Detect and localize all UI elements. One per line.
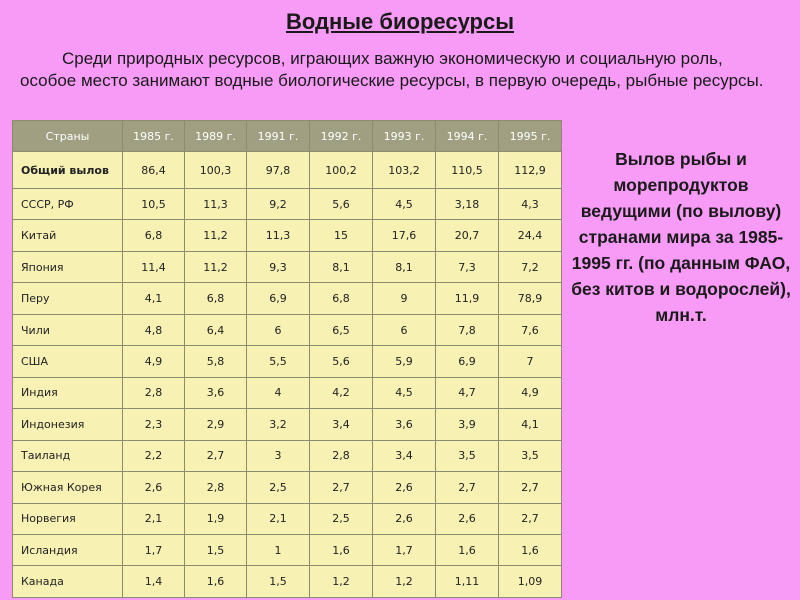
value-cell: 2,2 (123, 440, 185, 471)
value-cell: 2,6 (436, 503, 499, 534)
country-cell: Перу (13, 283, 123, 314)
value-cell: 6,8 (185, 283, 247, 314)
table-row (13, 283, 562, 314)
table-row (13, 503, 562, 534)
country-cell: Индия (13, 377, 123, 408)
value-cell: 2,5 (247, 472, 310, 503)
value-cell: 5,5 (247, 346, 310, 377)
value-cell: 4,9 (499, 377, 562, 408)
column-header-country: Страны (13, 121, 123, 152)
table-body (13, 152, 562, 598)
value-cell: 4,2 (310, 377, 373, 408)
value-cell: 97,8 (247, 152, 310, 189)
value-cell: 3,4 (310, 409, 373, 440)
country-cell: США (13, 346, 123, 377)
value-cell: 4 (247, 377, 310, 408)
value-cell: 3,4 (373, 440, 436, 471)
value-cell: 11,9 (436, 283, 499, 314)
value-cell: 6,4 (185, 314, 247, 345)
value-cell: 4,3 (499, 189, 562, 220)
value-cell: 9,2 (247, 189, 310, 220)
value-cell: 5,6 (310, 346, 373, 377)
table-row-total (13, 152, 562, 189)
table-row (13, 566, 562, 598)
column-header-year: 1994 г. (436, 121, 499, 152)
intro-paragraph: Среди природных ресурсов, играющих важную экономическую и социальную роль, особое место занимают водные биологические ресурсы, в первую очередь, рыбные ресурсы. (20, 49, 764, 90)
country-cell: Канада (13, 566, 123, 598)
value-cell: 2,1 (123, 503, 185, 534)
value-cell: 2,7 (185, 440, 247, 471)
value-cell: 7,8 (436, 314, 499, 345)
value-cell: 6,9 (247, 283, 310, 314)
value-cell: 9,3 (247, 251, 310, 282)
country-cell: Чили (13, 314, 123, 345)
country-cell: Китай (13, 220, 123, 251)
value-cell: 7,6 (499, 314, 562, 345)
column-header-year: 1989 г. (185, 121, 247, 152)
value-cell: 2,6 (373, 472, 436, 503)
column-header-year: 1995 г. (499, 121, 562, 152)
value-cell: 2,7 (499, 503, 562, 534)
value-cell: 1,11 (436, 566, 499, 598)
value-cell: 4,9 (123, 346, 185, 377)
value-cell: 3,6 (185, 377, 247, 408)
value-cell: 1,6 (185, 566, 247, 598)
table-row (13, 440, 562, 471)
value-cell: 2,8 (185, 472, 247, 503)
value-cell: 2,6 (373, 503, 436, 534)
value-cell: 3,5 (499, 440, 562, 471)
value-cell: 1,4 (123, 566, 185, 598)
table-row (13, 346, 562, 377)
value-cell: 3,9 (436, 409, 499, 440)
column-header-year: 1993 г. (373, 121, 436, 152)
value-cell: 7,2 (499, 251, 562, 282)
value-cell: 11,2 (185, 220, 247, 251)
country-cell: Норвегия (13, 503, 123, 534)
value-cell: 1,6 (310, 534, 373, 565)
country-cell: Япония (13, 251, 123, 282)
table-row (13, 220, 562, 251)
page-title: Водные биоресурсы (285, 9, 514, 34)
fish-catch-table-container (12, 120, 561, 598)
value-cell: 1,2 (310, 566, 373, 598)
value-cell: 6,9 (436, 346, 499, 377)
value-cell: 7 (499, 346, 562, 377)
value-cell: 6 (373, 314, 436, 345)
value-cell: 86,4 (123, 152, 185, 189)
value-cell: 1,5 (185, 534, 247, 565)
table-row (13, 409, 562, 440)
table-caption: Вылов рыбы и морепродуктов ведущими (по вылову) странами мира за 1985-1995 гг. (по данным ФАО, без китов и водорослей), млн.т. (571, 149, 791, 325)
country-cell: Исландия (13, 534, 123, 565)
value-cell: 1 (247, 534, 310, 565)
country-cell: Южная Корея (13, 472, 123, 503)
table-row (13, 534, 562, 565)
value-cell: 2,7 (499, 472, 562, 503)
table-row (13, 251, 562, 282)
value-cell: 5,6 (310, 189, 373, 220)
value-cell: 4,8 (123, 314, 185, 345)
value-cell: 15 (310, 220, 373, 251)
value-cell: 1,7 (373, 534, 436, 565)
value-cell: 100,3 (185, 152, 247, 189)
value-cell: 103,2 (373, 152, 436, 189)
value-cell: 8,1 (310, 251, 373, 282)
value-cell: 7,3 (436, 251, 499, 282)
value-cell: 78,9 (499, 283, 562, 314)
value-cell: 6,8 (123, 220, 185, 251)
value-cell: 6 (247, 314, 310, 345)
value-cell: 6,5 (310, 314, 373, 345)
value-cell: 1,2 (373, 566, 436, 598)
table-row (13, 377, 562, 408)
value-cell: 5,8 (185, 346, 247, 377)
value-cell: 1,7 (123, 534, 185, 565)
value-cell: 2,8 (123, 377, 185, 408)
value-cell: 11,3 (185, 189, 247, 220)
country-cell: Общий вылов (13, 152, 123, 189)
column-header-year: 1985 г. (123, 121, 185, 152)
value-cell: 100,2 (310, 152, 373, 189)
country-cell: Индонезия (13, 409, 123, 440)
country-cell: СССР, РФ (13, 189, 123, 220)
table-row (13, 314, 562, 345)
value-cell: 9 (373, 283, 436, 314)
value-cell: 2,7 (310, 472, 373, 503)
value-cell: 6,8 (310, 283, 373, 314)
country-cell: Таиланд (13, 440, 123, 471)
value-cell: 112,9 (499, 152, 562, 189)
column-header-year: 1991 г. (247, 121, 310, 152)
value-cell: 3,5 (436, 440, 499, 471)
value-cell: 1,5 (247, 566, 310, 598)
value-cell: 10,5 (123, 189, 185, 220)
value-cell: 4,1 (499, 409, 562, 440)
value-cell: 4,1 (123, 283, 185, 314)
value-cell: 2,3 (123, 409, 185, 440)
table-row (13, 472, 562, 503)
value-cell: 3,6 (373, 409, 436, 440)
value-cell: 5,9 (373, 346, 436, 377)
table-header-row (13, 121, 562, 152)
value-cell: 1,9 (185, 503, 247, 534)
column-header-year: 1992 г. (310, 121, 373, 152)
value-cell: 2,9 (185, 409, 247, 440)
value-cell: 4,7 (436, 377, 499, 408)
fish-catch-table (12, 120, 562, 598)
value-cell: 4,5 (373, 189, 436, 220)
value-cell: 2,1 (247, 503, 310, 534)
value-cell: 11,2 (185, 251, 247, 282)
value-cell: 3,2 (247, 409, 310, 440)
value-cell: 2,6 (123, 472, 185, 503)
value-cell: 3 (247, 440, 310, 471)
value-cell: 4,5 (373, 377, 436, 408)
value-cell: 1,6 (499, 534, 562, 565)
value-cell: 2,7 (436, 472, 499, 503)
value-cell: 2,8 (310, 440, 373, 471)
value-cell: 17,6 (373, 220, 436, 251)
value-cell: 1,09 (499, 566, 562, 598)
value-cell: 20,7 (436, 220, 499, 251)
value-cell: 11,3 (247, 220, 310, 251)
value-cell: 1,6 (436, 534, 499, 565)
value-cell: 2,5 (310, 503, 373, 534)
value-cell: 3,18 (436, 189, 499, 220)
table-row (13, 189, 562, 220)
value-cell: 24,4 (499, 220, 562, 251)
value-cell: 11,4 (123, 251, 185, 282)
value-cell: 110,5 (436, 152, 499, 189)
value-cell: 8,1 (373, 251, 436, 282)
